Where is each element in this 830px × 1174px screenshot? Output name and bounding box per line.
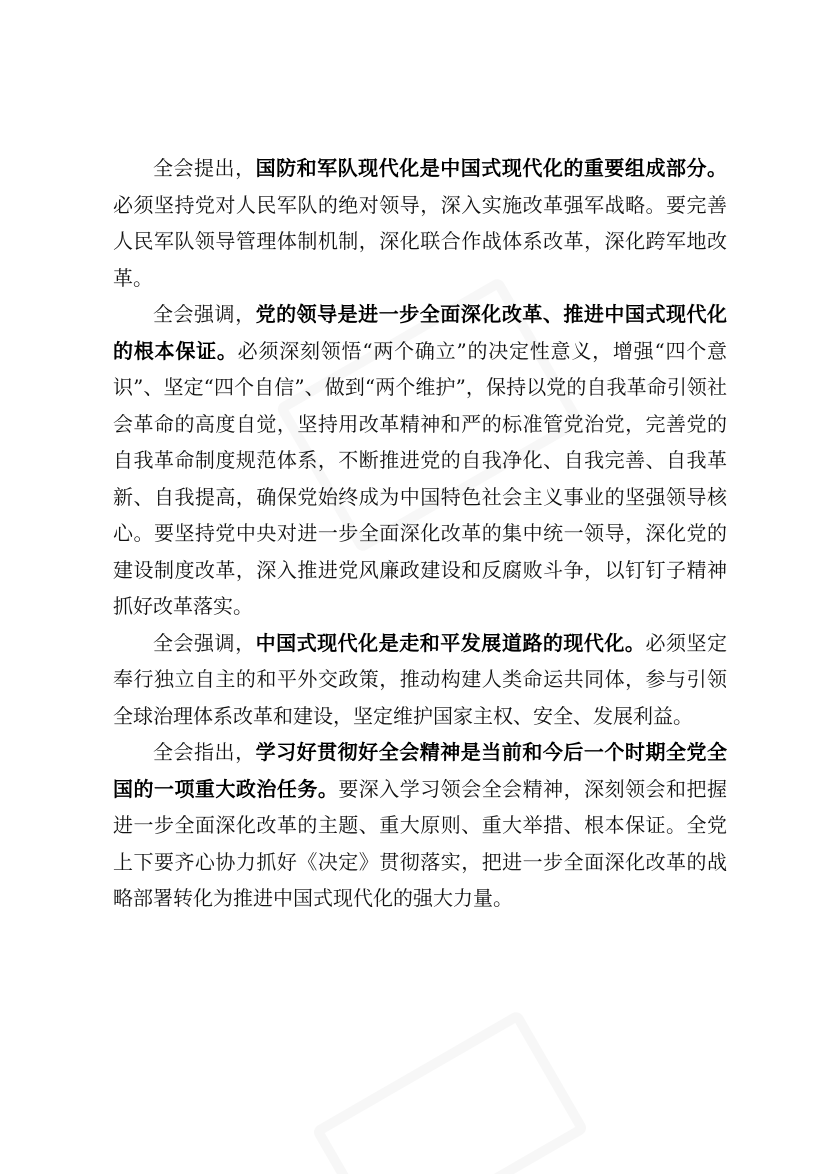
paragraph-lead: 全会强调， [153, 302, 256, 326]
paragraph-lead: 全会指出， [153, 740, 256, 764]
document-body [113, 150, 727, 917]
paragraph-lead: 全会提出， [153, 156, 256, 180]
paragraph-emphasis: 学习好贯彻好全会精神是当前和今后一个时期全党全国的一项重大政治任务。 [113, 740, 728, 801]
paragraph-text: 要深入学习领会全会精神，深刻领会和把握进一步全面深化改革的主题、重大原则、重大举措、根本保证。全党上下要齐心协力抓好《决定》贯彻落实，把进一步全面深化改革的战略部署转化为推进中国式现代化的强大力量。 [113, 776, 728, 910]
paragraph-party-leadership [113, 296, 727, 625]
paragraph-defense [113, 150, 727, 296]
paragraph-text: 必须深刻领悟“两个确立”的决定性意义，增强“四个意识”、坚定“四个自信”、做到“两个维护”，保持以党的自我革命引领社会革命的高度自觉，坚持用改革精神和严的标准管党治党，完善党的自我革命制度规范体系，不断推进党的自我净化、自我完善、自我革新、自我提高，确保党始终成为中国特色社会主义事业的坚强领导核心。要坚持党中央对进一步全面深化改革的集中统一领导，深化党的建设制度改革，深入推进党风廉政建设和反腐败斗争，以钉钉子精神抓好改革落实。 [113, 338, 727, 618]
paragraph-emphasis: 国防和军队现代化是中国式现代化的重要组成部分。 [255, 156, 728, 180]
paragraph-text: 必须坚定奉行独立自主的和平外交政策，推动构建人类命运共同体，参与引领全球治理体系改革和建设，坚定维护国家主权、安全、发展利益。 [113, 630, 728, 728]
paragraph-lead: 全会强调， [153, 630, 256, 655]
paragraph-peaceful-development [113, 625, 727, 735]
watermark-logo [311, 1009, 589, 1174]
paragraph-text: 必须坚持党对人民军队的绝对领导，深入实施改革强军战略。要完善人民军队领导管理体制机制，深化联合作战体系改革，深化跨军地改革。 [113, 192, 727, 290]
paragraph-emphasis: 中国式现代化是走和平发展道路的现代化。 [255, 630, 646, 655]
paragraph-study-implementation [113, 734, 727, 917]
paragraph-emphasis: 党的领导是进一步全面深化改革、推进中国式现代化的根本保证。 [113, 302, 728, 363]
